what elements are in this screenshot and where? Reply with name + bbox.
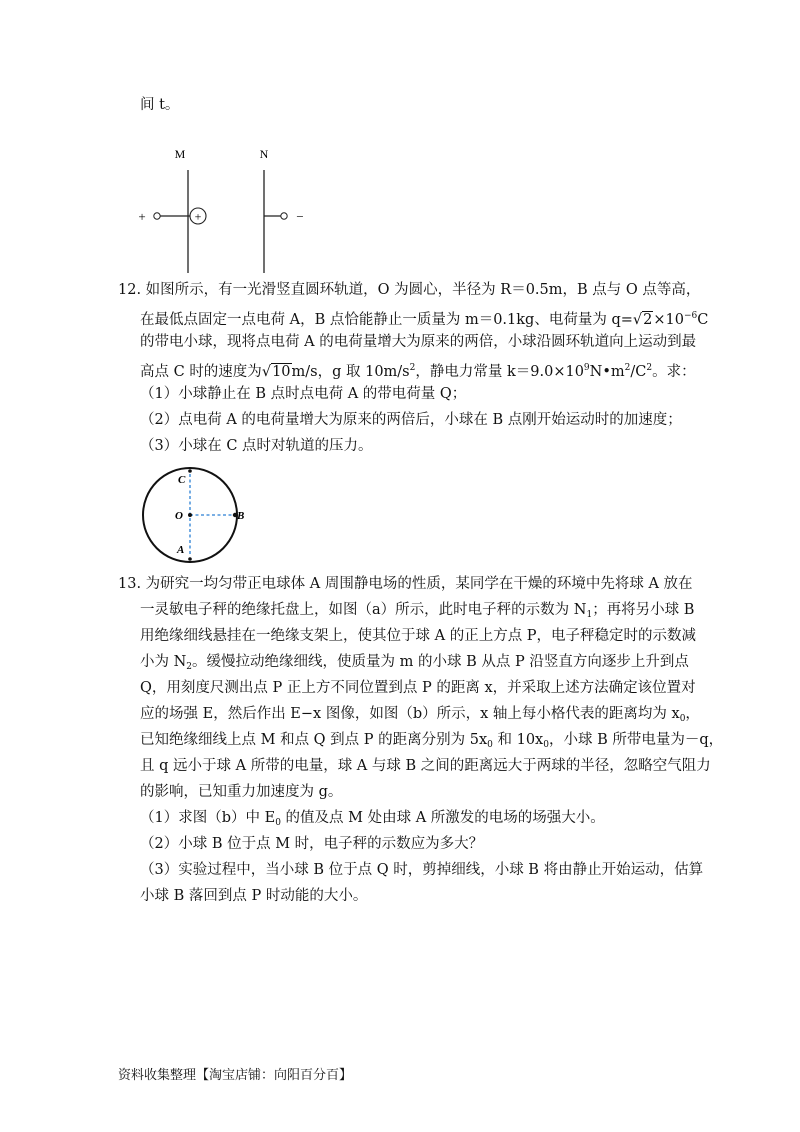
q12-line2: 在最低点固定一点电荷 A，B 点恰能静止一质量为 m＝0.1kg、电荷量为 $q=√2\times 10^{-6}C$ <box>140 311 709 328</box>
q12-line3: 的带电小球，现将点电荷 A 的电荷量增大为原来的两倍，小球沿圆环轨道向上运动到最 <box>140 334 697 350</box>
q12-sub2: （2）点电荷 A 的电荷量增大为原来的两倍后，小球在 B 点刚开始运动时的加速度； <box>140 412 682 428</box>
q13-line6: 应的场强 E，然后作出 E−x 图像，如图（b）所示，x 轴上每小格代表的距离均为 $x_0$， <box>140 706 700 724</box>
q13-line2: 一灵敏电子秤的绝缘托盘上，如图（a）所示，此时电子秤的示数为 $N_1$；再将另小球 B <box>140 602 695 620</box>
q12-sub1: （1）小球静止在 B 点时点电荷 A 的带电荷量 Q； <box>140 386 467 402</box>
label-o: O <box>175 510 183 522</box>
figure-mn-plates <box>130 140 310 275</box>
q12-number: 12. <box>118 282 142 298</box>
label-b: B <box>237 510 245 522</box>
label-n: N <box>259 147 269 161</box>
terminal-plus-label: + <box>138 209 146 224</box>
label-a: A <box>177 544 185 556</box>
point-a-dot <box>188 557 192 561</box>
q12-line1: 如图所示，有一光滑竖直圆环轨道，O 为圆心，半径为 R＝0.5m，B 点与 O 点等高， <box>145 282 701 298</box>
q13-line4: 小为 $N_2$。缓慢拉动绝缘细线，使质量为 m 的小球 B 从点 P 沿竖直方向逐步上升到点 <box>140 654 689 672</box>
label-m: M <box>174 147 186 161</box>
figure-circle-track <box>138 464 248 566</box>
q13-line5: Q，用刻度尺测出点 P 正上方不同位置到点 P 的距离 x，并采取上述方法确定该位置对 <box>140 680 696 696</box>
point-c-dot <box>188 469 192 473</box>
ball-plus-sign: + <box>194 209 202 224</box>
q13-sub1: （1）求图（b）中 $E_0$ 的值及点 M 处由球 A 所激发的电场的场强大小。 <box>140 810 605 828</box>
terminal-minus-label: − <box>296 209 304 224</box>
q12-line4: 高点 C 时的速度为√10m/s，g 取 $10m/s^2$，静电力常量 $k=9.0\times 10^9N•m^2/C^2$。求： <box>140 363 696 380</box>
q13-line8: 且 q 远小于球 A 所带的电量，球 A 与球 B 之间的距离远大于两球的半径，忽略空气阻力 <box>140 758 711 774</box>
sqrt-icon: √ <box>261 364 272 380</box>
q13-line9: 的影响，已知重力加速度为 g。 <box>140 784 343 800</box>
q13-sub3a: （3）实验过程中，当小球 B 位于点 Q 时，剪掉细线，小球 B 将由静止开始运动，估算 <box>140 862 704 878</box>
center-o-dot <box>188 513 192 517</box>
page-footer: 资料收集整理【淘宝店铺：向阳百分百】 <box>118 1068 353 1083</box>
q12-sub3: （3）小球在 C 点时对轨道的压力。 <box>140 438 373 454</box>
terminal-right <box>281 213 287 219</box>
q13-sub3b: 小球 B 落回到点 P 时动能的大小。 <box>140 888 368 904</box>
q13-line3: 用绝缘细线悬挂在一绝缘支架上，使其位于球 A 的正上方点 P，电子秤稳定时的示数减 <box>140 628 697 644</box>
q13-sub2: （2）小球 B 位于点 M 时，电子秤的示数应为多大？ <box>140 836 484 852</box>
top-fragment: 间 t。 <box>140 97 180 113</box>
q13-line7: 已知绝缘细线上点 M 和点 Q 到点 P 的距离分别为 $5x_0$ 和 $10x_0$，小球 B 所带电量为－q， <box>140 732 724 750</box>
sqrt-icon: √ <box>632 312 643 328</box>
q13-line1: 为研究一均匀带正电球体 A 周围静电场的性质，某同学在干燥的环境中先将球 A 放在 <box>145 576 693 592</box>
terminal-left <box>154 213 160 219</box>
label-c: C <box>178 474 186 486</box>
q13-number: 13. <box>118 576 142 592</box>
